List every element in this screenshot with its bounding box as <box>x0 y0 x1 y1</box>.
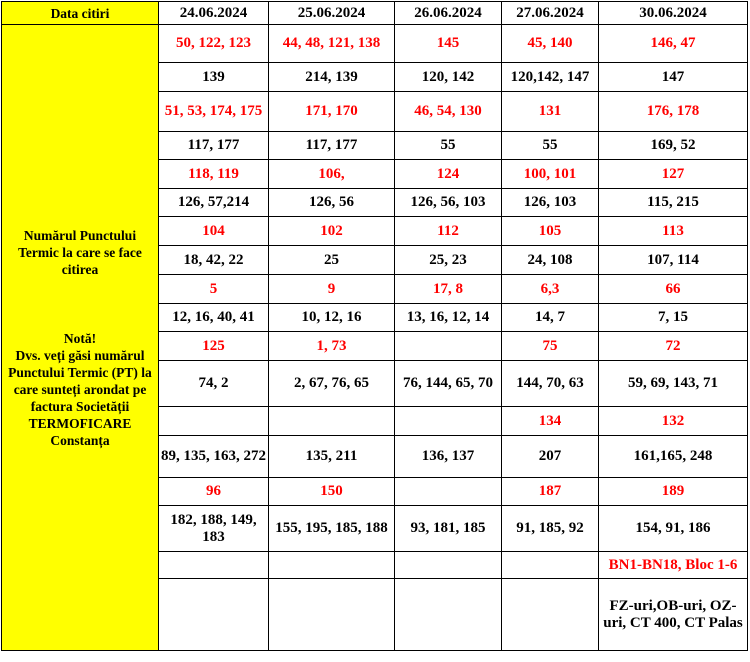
pt-cell: 93, 181, 185 <box>395 506 502 552</box>
pt-cell: 150 <box>269 478 395 506</box>
pt-cell <box>159 407 269 436</box>
pt-cell: 135, 211 <box>269 436 395 478</box>
pt-cell: 124 <box>395 160 502 189</box>
pt-cell: 146, 47 <box>599 25 748 63</box>
readings-table <box>1 1 748 651</box>
pt-cell: 127 <box>599 160 748 189</box>
pt-cell: 126, 56, 103 <box>395 189 502 217</box>
pt-cell: FZ-uri,OB-uri, OZ-uri, CT 400, CT Palas <box>599 579 748 651</box>
pt-cell <box>159 579 269 651</box>
pt-cell <box>502 552 599 579</box>
pt-cell: 120,142, 147 <box>502 63 599 92</box>
pt-cell: 118, 119 <box>159 160 269 189</box>
pt-cell: 45, 140 <box>502 25 599 63</box>
pt-cell: 144, 70, 63 <box>502 361 599 407</box>
pt-cell <box>395 552 502 579</box>
pt-cell <box>159 552 269 579</box>
pt-cell: 136, 137 <box>395 436 502 478</box>
pt-cell <box>395 579 502 651</box>
pt-cell: 126, 56 <box>269 189 395 217</box>
side-panel <box>2 25 159 651</box>
pt-cell <box>395 407 502 436</box>
note-heading: Notă! <box>63 330 97 346</box>
pt-cell: 139 <box>159 63 269 92</box>
pt-cell: 126, 57,214 <box>159 189 269 217</box>
pt-cell: 171, 170 <box>269 92 395 132</box>
header-row <box>2 2 748 25</box>
pt-cell: 2, 67, 76, 65 <box>269 361 395 407</box>
pt-cell: 120, 142 <box>395 63 502 92</box>
pt-cell: 25 <box>269 246 395 275</box>
pt-cell: 66 <box>599 275 748 304</box>
pt-cell: 5 <box>159 275 269 304</box>
pt-cell: 25, 23 <box>395 246 502 275</box>
pt-cell: 187 <box>502 478 599 506</box>
pt-cell: 117, 177 <box>159 132 269 160</box>
pt-cell: 55 <box>502 132 599 160</box>
date-column-header: 24.06.2024 <box>159 2 269 25</box>
pt-cell: 155, 195, 185, 188 <box>269 506 395 552</box>
pt-cell: 75 <box>502 332 599 361</box>
pt-cell: 207 <box>502 436 599 478</box>
pt-cell: 14, 7 <box>502 304 599 332</box>
pt-cell: 12, 16, 40, 41 <box>159 304 269 332</box>
pt-cell: 131 <box>502 92 599 132</box>
pt-cell: 59, 69, 143, 71 <box>599 361 748 407</box>
pt-cell: 74, 2 <box>159 361 269 407</box>
pt-cell: 18, 42, 22 <box>159 246 269 275</box>
date-column-header: 27.06.2024 <box>502 2 599 25</box>
pt-cell: 105 <box>502 217 599 246</box>
side-title: Numărul Punctului Termic la care se face citirea <box>18 227 142 277</box>
table-body <box>2 25 748 651</box>
pt-cell: 154, 91, 186 <box>599 506 748 552</box>
pt-cell: 100, 101 <box>502 160 599 189</box>
pt-cell: 161,165, 248 <box>599 436 748 478</box>
pt-cell: 72 <box>599 332 748 361</box>
pt-cell: 107, 114 <box>599 246 748 275</box>
date-column-header: 26.06.2024 <box>395 2 502 25</box>
pt-cell: 9 <box>269 275 395 304</box>
pt-cell: 46, 54, 130 <box>395 92 502 132</box>
pt-cell: 189 <box>599 478 748 506</box>
pt-cell: 76, 144, 65, 70 <box>395 361 502 407</box>
pt-cell: 7, 15 <box>599 304 748 332</box>
pt-cell: 106, <box>269 160 395 189</box>
pt-cell: 112 <box>395 217 502 246</box>
pt-cell: 13, 16, 12, 14 <box>395 304 502 332</box>
pt-cell: 10, 12, 16 <box>269 304 395 332</box>
pt-cell: 115, 215 <box>599 189 748 217</box>
pt-cell: 1, 73 <box>269 332 395 361</box>
pt-cell: 6,3 <box>502 275 599 304</box>
pt-cell: 50, 122, 123 <box>159 25 269 63</box>
pt-cell <box>502 579 599 651</box>
pt-cell: 89, 135, 163, 272 <box>159 436 269 478</box>
pt-cell: 126, 103 <box>502 189 599 217</box>
pt-cell <box>269 552 395 579</box>
pt-cell: 55 <box>395 132 502 160</box>
table-row <box>2 25 748 63</box>
pt-cell <box>269 579 395 651</box>
pt-cell: 169, 52 <box>599 132 748 160</box>
pt-cell: 102 <box>269 217 395 246</box>
date-column-header: 30.06.2024 <box>599 2 748 25</box>
note-body: Dvs. veți găsi numărul Punctului Termic (PT) la care sunteți arondat pe factura Societății TERMOFICARE Constanța <box>8 347 152 448</box>
pt-cell: 117, 177 <box>269 132 395 160</box>
pt-cell: 17, 8 <box>395 275 502 304</box>
date-column-header: 25.06.2024 <box>269 2 395 25</box>
pt-cell: 125 <box>159 332 269 361</box>
pt-cell: 96 <box>159 478 269 506</box>
pt-cell: 51, 53, 174, 175 <box>159 92 269 132</box>
pt-cell <box>395 478 502 506</box>
pt-cell: 104 <box>159 217 269 246</box>
pt-cell: BN1-BN18, Bloc 1-6 <box>599 552 748 579</box>
pt-cell: 132 <box>599 407 748 436</box>
pt-cell: 182, 188, 149, 183 <box>159 506 269 552</box>
pt-cell <box>395 332 502 361</box>
header-label: Data citiri <box>2 2 159 25</box>
pt-cell: 147 <box>599 63 748 92</box>
pt-cell: 214, 139 <box>269 63 395 92</box>
pt-cell: 176, 178 <box>599 92 748 132</box>
pt-cell: 24, 108 <box>502 246 599 275</box>
pt-cell: 44, 48, 121, 138 <box>269 25 395 63</box>
pt-cell <box>269 407 395 436</box>
pt-cell: 145 <box>395 25 502 63</box>
pt-cell: 91, 185, 92 <box>502 506 599 552</box>
pt-cell: 113 <box>599 217 748 246</box>
pt-cell: 134 <box>502 407 599 436</box>
